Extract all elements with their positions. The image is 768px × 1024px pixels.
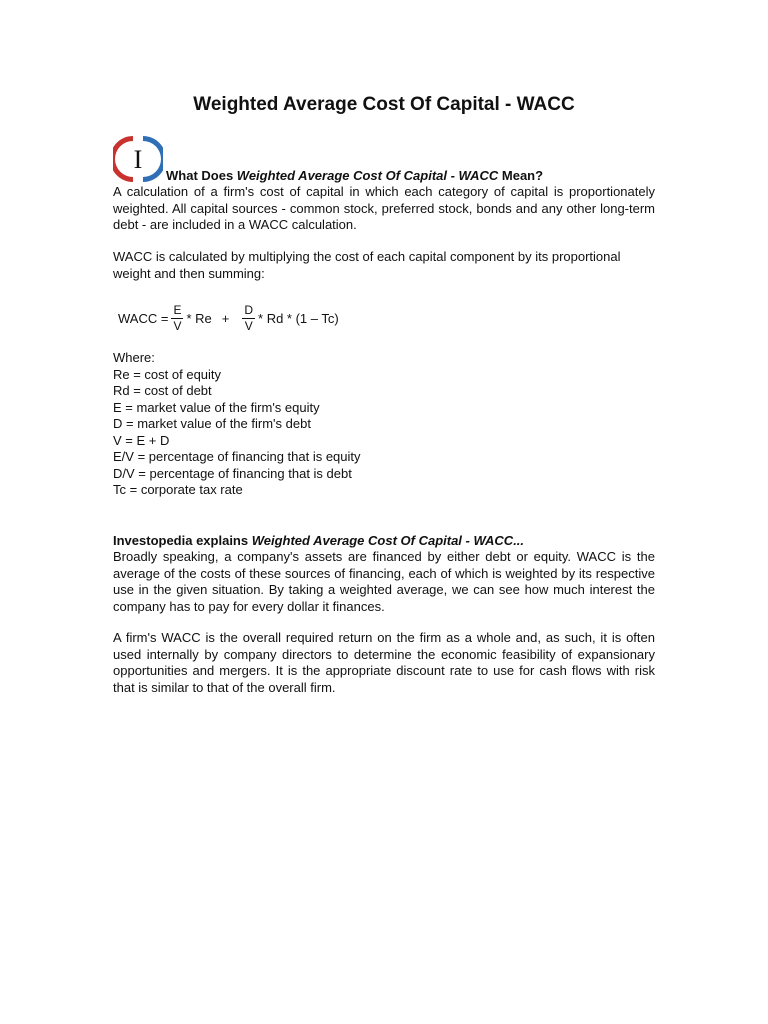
- fraction-denominator: V: [244, 318, 253, 333]
- heading-prefix: Investopedia explains: [113, 533, 252, 548]
- document-title: Weighted Average Cost Of Capital - WACC: [193, 94, 575, 115]
- definition-item: Re = cost of equity: [113, 366, 222, 382]
- heading-suffix: Mean?: [498, 168, 544, 183]
- definition-item: Rd = cost of debt: [113, 383, 212, 398]
- formula-lhs: WACC =: [118, 310, 169, 326]
- definition-item: D = market value of the firm's debt: [113, 416, 311, 431]
- wacc-formula: [118, 300, 339, 336]
- heading-prefix: What Does: [166, 168, 237, 183]
- formula-term-debt: * Rd * (1 – Tc): [258, 310, 339, 326]
- formula-fraction-debt: [242, 304, 255, 333]
- formula-term-equity: * Re: [186, 310, 212, 326]
- explanation-paragraph-1: Broadly speaking, a company's assets are financed by either debt or equity. WACC is the average of the costs of these sources of financing, each of which is weighted by its respective use in the given situation. By taking a weighted average, we can see how much interest the company has to pay for every dollar it finances.: [113, 549, 655, 614]
- formula-fraction-equity: [171, 304, 183, 333]
- heading-italic-term: Weighted Average Cost Of Capital - WACC: [236, 168, 499, 183]
- definition-paragraph: A calculation of a firm's cost of capital in which each category of capital is proportionately weighted. All capital sources - common stock, preferred stock, bonds and any other long-term debt - are included in a WACC calculation.: [113, 184, 655, 232]
- explanation-paragraph-2: A firm's WACC is the overall required return on the firm as a whole and, as such, it is often used internally by company directors to determine the economic feasibility of expansionary opportunities and mergers. It is the appropriate discount rate to use for cash flows with risk that is similar to that of the overall firm.: [113, 630, 655, 695]
- fraction-numerator: E: [173, 302, 182, 317]
- definition-item: V = E + D: [113, 432, 170, 448]
- fraction-numerator: D: [244, 302, 254, 317]
- fraction-denominator: V: [173, 318, 182, 333]
- variable-definitions-list: [113, 350, 361, 499]
- formula-plus: +: [221, 310, 230, 326]
- section-heading-definition: [166, 167, 543, 184]
- heading-italic-term: Weighted Average Cost Of Capital - WACC...: [251, 533, 525, 548]
- logo-blue-arc: [143, 136, 163, 182]
- section-heading-explanation: [113, 532, 524, 549]
- definitions-intro: Where:: [113, 350, 155, 365]
- logo-letter: I: [133, 145, 143, 174]
- logo-red-arc: [113, 136, 133, 182]
- definition-item: Tc = corporate tax rate: [113, 482, 243, 497]
- definition-item: E/V = percentage of financing that is equity: [113, 449, 361, 464]
- investopedia-logo-icon: [113, 134, 163, 184]
- calculation-paragraph: WACC is calculated by multiplying the cost of each capital component by its proportional weight and then summing:: [113, 249, 621, 281]
- definition-item: E = market value of the firm's equity: [113, 399, 320, 415]
- definition-item: D/V = percentage of financing that is debt: [113, 465, 352, 481]
